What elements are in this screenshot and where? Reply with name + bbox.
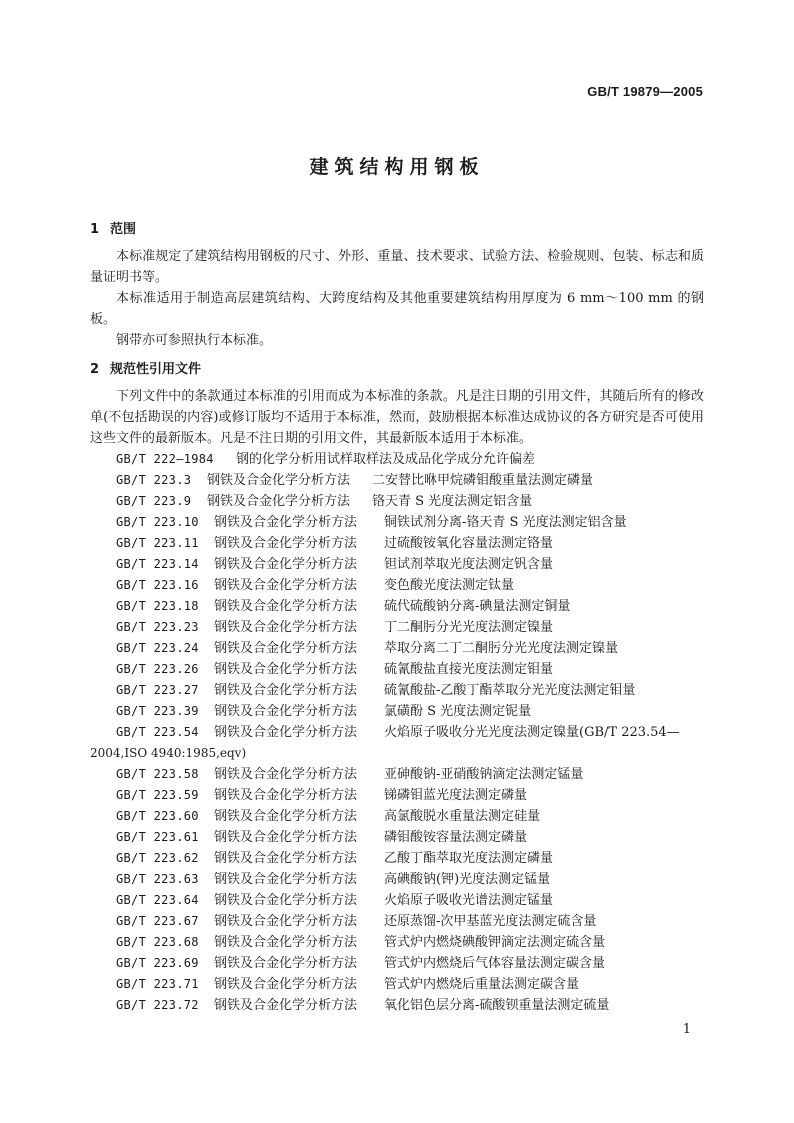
reference-code: GB/T 223.59	[116, 788, 199, 802]
reference-name: 高氯酸脱水重量法测定硅量	[384, 809, 541, 824]
document-body	[90, 219, 704, 1016]
reference-code: GB/T 223.3	[116, 473, 192, 487]
reference-item	[90, 974, 704, 995]
document-title: 建筑结构用钢板	[309, 156, 485, 178]
reference-name: 铬天青 S 光度法测定铝含量	[372, 494, 533, 509]
reference-name: 铜铁试剂分离-铬天青 S 光度法测定铝含量	[384, 515, 627, 530]
reference-category: 钢铁及合金化学分析方法	[214, 536, 358, 551]
reference-code: GB/T 223.64	[116, 893, 199, 907]
reference-category: 钢铁及合金化学分析方法	[214, 809, 358, 824]
reference-category: 钢铁及合金化学分析方法	[214, 620, 358, 635]
reference-item	[90, 659, 704, 680]
reference-name: 锑磷钼蓝光度法测定磷量	[384, 788, 528, 803]
reference-code: GB/T 223.72	[116, 998, 199, 1012]
reference-name: 高碘酸钠(钾)光度法测定锰量	[384, 872, 551, 887]
reference-category: 钢铁及合金化学分析方法	[207, 494, 351, 509]
reference-category: 钢铁及合金化学分析方法	[207, 473, 351, 488]
reference-category: 钢铁及合金化学分析方法	[214, 515, 358, 530]
reference-item	[90, 554, 704, 575]
reference-item	[90, 827, 704, 848]
reference-name: 管式炉内燃烧后气体容量法测定碳含量	[384, 956, 606, 971]
section-number: 1	[90, 222, 100, 237]
reference-name: 萃取分离二丁二酮肟分光光度法测定镍量	[384, 641, 619, 656]
section-heading-normative-references	[90, 359, 704, 380]
reference-code: GB/T 223.58	[116, 767, 199, 781]
reference-code: GB/T 223.9	[116, 494, 192, 508]
reference-code: GB/T 223.68	[116, 935, 199, 949]
paragraph: 钢带亦可参照执行本标准。	[116, 333, 273, 348]
reference-item	[90, 806, 704, 827]
reference-code: GB/T 223.16	[116, 578, 199, 592]
reference-category: 钢铁及合金化学分析方法	[214, 914, 358, 929]
reference-category: 钢铁及合金化学分析方法	[214, 830, 358, 845]
standard-code: GB/T 19879—2005	[587, 84, 703, 99]
reference-name: 硫代硫酸钠分离-碘量法测定铜量	[384, 599, 571, 614]
reference-item	[90, 680, 704, 701]
reference-code: GB/T 223.24	[116, 641, 199, 655]
reference-item	[90, 701, 704, 722]
reference-code: GB/T 223.62	[116, 851, 199, 865]
paragraph: 下列文件中的条款通过本标准的引用而成为本标准的条款。凡是注日期的引用文件，其随后所有的修改单(不包括勘误的内容)或修订版均不适用于本标准，然而，鼓励根据本标准达成协议的各方研究是否可使用这些文件的最新版本。凡是不注日期的引用文件，其最新版本适用于本标准。	[90, 389, 704, 446]
reference-item	[90, 449, 704, 470]
reference-item	[90, 785, 704, 806]
reference-name: 管式炉内燃烧后重量法测定碳含量	[384, 977, 580, 992]
reference-category: 钢铁及合金化学分析方法	[214, 893, 358, 908]
reference-code: GB/T 223.67	[116, 914, 199, 928]
reference-name: 火焰原子吸收分光光度法测定镍量(GB/T 223.54—	[384, 725, 680, 740]
reference-name: 氧化铝色层分离-硫酸钡重量法测定硫量	[384, 998, 610, 1013]
reference-item	[90, 617, 704, 638]
reference-item	[90, 953, 704, 974]
reference-code: GB/T 223.69	[116, 956, 199, 970]
reference-list	[90, 449, 704, 1016]
reference-name: 亚砷酸钠-亚硝酸钠滴定法测定锰量	[384, 767, 584, 782]
reference-category: 钢铁及合金化学分析方法	[214, 935, 358, 950]
reference-code: GB/T 223.39	[116, 704, 199, 718]
reference-category: 钢铁及合金化学分析方法	[214, 599, 358, 614]
section-title: 范围	[110, 222, 137, 237]
reference-category: 钢铁及合金化学分析方法	[214, 851, 358, 866]
reference-name: 过硫酸铵氧化容量法测定铬量	[384, 536, 554, 551]
reference-item	[90, 890, 704, 911]
reference-category: 钢铁及合金化学分析方法	[214, 704, 358, 719]
reference-code: GB/T 223.14	[116, 557, 199, 571]
reference-name: 变色酸光度法测定钛量	[384, 578, 515, 593]
reference-item	[90, 932, 704, 953]
reference-code: GB/T 223.10	[116, 515, 199, 529]
reference-name: 钽试剂萃取光度法测定钒含量	[384, 557, 554, 572]
reference-item	[90, 575, 704, 596]
section-heading-scope	[90, 219, 704, 240]
reference-item	[90, 533, 704, 554]
reference-name: 二安替比咻甲烷磷钼酸重量法测定磷量	[372, 473, 594, 488]
reference-item	[90, 596, 704, 617]
reference-item	[90, 470, 704, 491]
reference-category: 钢铁及合金化学分析方法	[214, 956, 358, 971]
reference-code: GB/T 222—1984	[116, 452, 214, 466]
reference-code: GB/T 223.71	[116, 977, 199, 991]
reference-name: 钢的化学分析用试样取样法及成品化学成分允许偏差	[236, 452, 536, 467]
reference-item	[90, 911, 704, 932]
reference-category: 钢铁及合金化学分析方法	[214, 767, 358, 782]
reference-name: 管式炉内燃烧碘酸钾滴定法测定硫含量	[384, 935, 606, 950]
reference-item-wrapped	[90, 722, 704, 764]
section-title: 规范性引用文件	[110, 362, 202, 377]
reference-name: 丁二酮肟分光光度法测定镍量	[384, 620, 554, 635]
reference-name: 火焰原子吸收光谱法测定锰量	[384, 893, 554, 908]
reference-category: 钢铁及合金化学分析方法	[214, 683, 358, 698]
reference-name: 硫氰酸盐直接光度法测定钼量	[384, 662, 554, 677]
reference-category: 钢铁及合金化学分析方法	[214, 662, 358, 677]
section-references-body	[90, 386, 704, 1016]
reference-category: 钢铁及合金化学分析方法	[214, 557, 358, 572]
reference-category: 钢铁及合金化学分析方法	[214, 641, 358, 656]
section-number: 2	[90, 362, 100, 377]
reference-code: GB/T 223.27	[116, 683, 199, 697]
reference-category: 钢铁及合金化学分析方法	[214, 998, 358, 1013]
reference-code: GB/T 223.11	[116, 536, 199, 550]
reference-continuation: 2004,ISO 4940:1985,eqv)	[90, 746, 247, 760]
reference-code: GB/T 223.61	[116, 830, 199, 844]
reference-code: GB/T 223.54	[116, 725, 199, 739]
reference-category: 钢铁及合金化学分析方法	[214, 977, 358, 992]
reference-name: 硫氰酸盐-乙酸丁酯萃取分光光度法测定钼量	[384, 683, 636, 698]
reference-category: 钢铁及合金化学分析方法	[214, 725, 358, 740]
paragraph: 本标准适用于制造高层建筑结构、大跨度结构及其他重要建筑结构用厚度为 6 mm～100 mm 的钢板。	[90, 291, 704, 327]
reference-name: 氯磺酚 S 光度法测定铌量	[384, 704, 532, 719]
reference-item	[90, 764, 704, 785]
reference-category: 钢铁及合金化学分析方法	[214, 578, 358, 593]
reference-code: GB/T 223.23	[116, 620, 199, 634]
reference-item	[90, 848, 704, 869]
page-number: 1	[682, 1022, 691, 1037]
reference-item	[90, 512, 704, 533]
reference-name: 还原蒸馏-次甲基蓝光度法测定硫含量	[384, 914, 597, 929]
reference-item	[90, 491, 704, 512]
reference-name: 乙酸丁酯萃取光度法测定磷量	[384, 851, 554, 866]
reference-code: GB/T 223.63	[116, 872, 199, 886]
reference-category: 钢铁及合金化学分析方法	[214, 872, 358, 887]
section-scope-body	[90, 246, 704, 351]
reference-item	[90, 995, 704, 1016]
reference-category: 钢铁及合金化学分析方法	[214, 788, 358, 803]
paragraph: 本标准规定了建筑结构用钢板的尺寸、外形、重量、技术要求、试验方法、检验规则、包装、标志和质量证明书等。	[90, 249, 704, 285]
reference-item	[90, 638, 704, 659]
reference-code: GB/T 223.26	[116, 662, 199, 676]
reference-code: GB/T 223.18	[116, 599, 199, 613]
reference-item	[90, 869, 704, 890]
reference-code: GB/T 223.60	[116, 809, 199, 823]
reference-name: 磷钼酸铵容量法测定磷量	[384, 830, 528, 845]
